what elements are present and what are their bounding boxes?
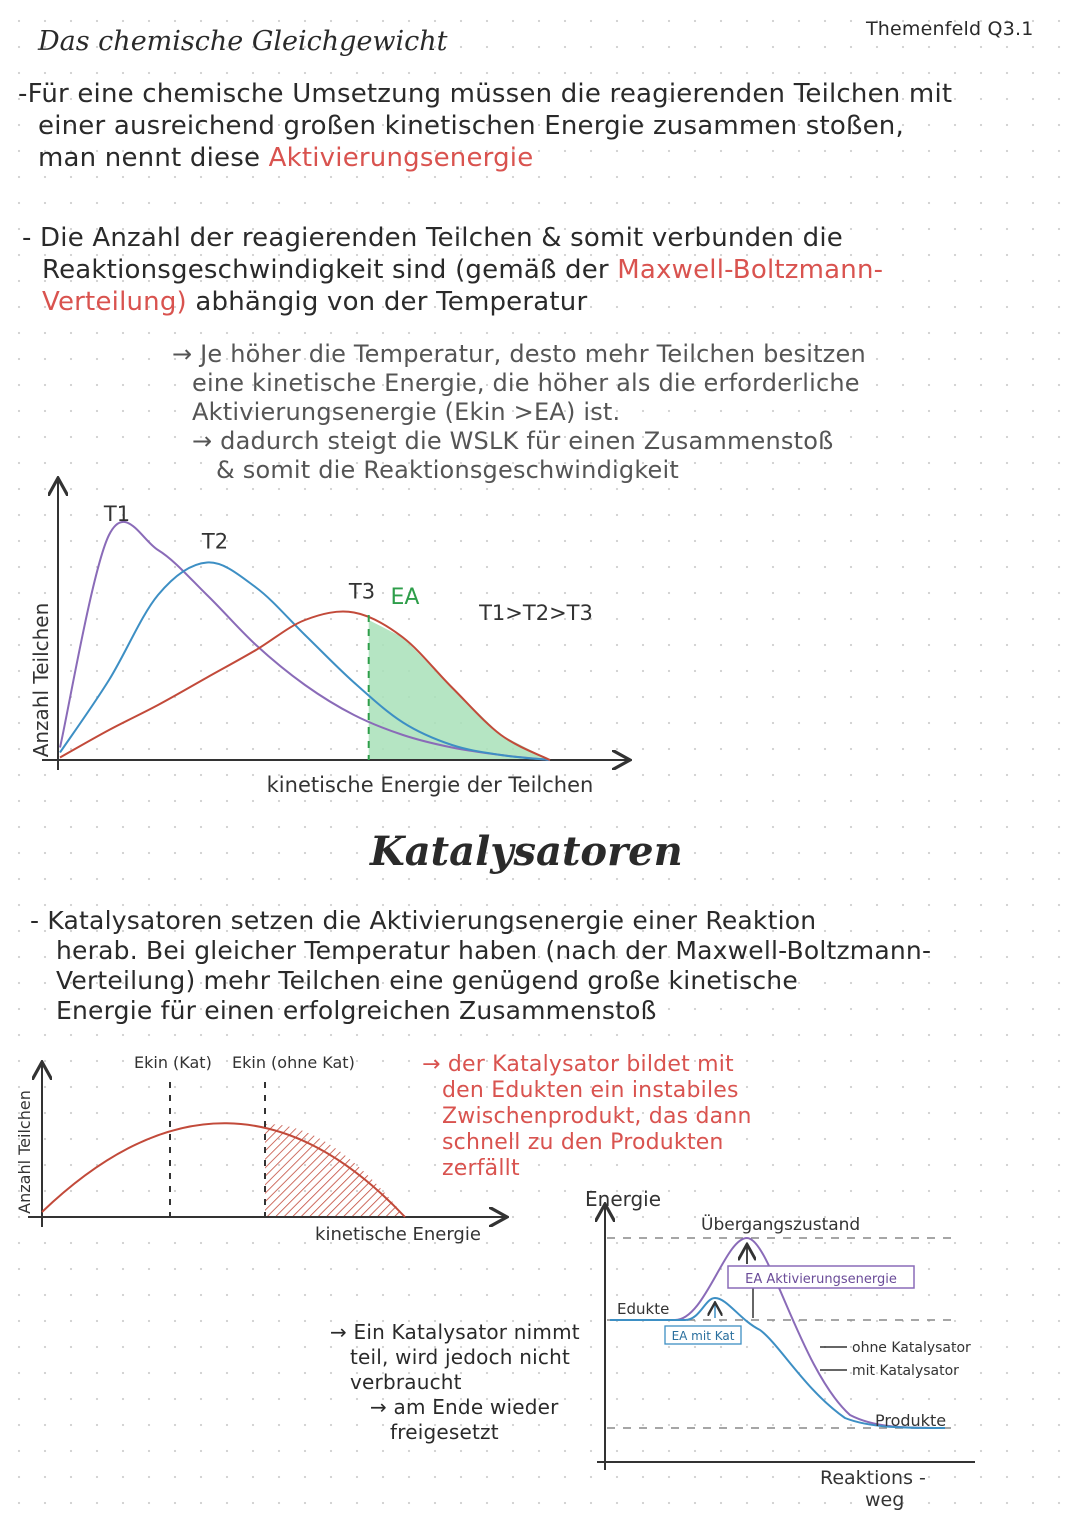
section-catalysts: [30, 906, 931, 1026]
ea-area-shape: [369, 620, 550, 760]
text-line: → Je höher die Temperatur, desto mehr Teilchen besitzen: [172, 340, 866, 368]
text-line: → der Katalysator bildet mit: [422, 1052, 734, 1077]
text-line: - Die Anzahl der reagierenden Teilchen & somit verbunden die: [22, 223, 843, 253]
text-line: → Ein Katalysator nimmt: [330, 1320, 580, 1344]
produkte-label: Produkte: [875, 1411, 947, 1430]
ekin-ohne-label: Ekin (ohne Kat): [232, 1053, 355, 1072]
highlight-term: Aktivierungsenergie: [268, 143, 534, 173]
text-line: man nennt diese: [38, 143, 269, 173]
note-intermediate: [422, 1052, 752, 1182]
note-catalyst-role: [330, 1320, 580, 1445]
text-line: schnell zu den Produkten: [442, 1130, 724, 1155]
legend-mit-label: mit Katalysator: [852, 1363, 959, 1379]
section-activation-energy: [18, 78, 952, 174]
text-line: einer ausreichend großen kinetischen Energie zusammen stoßen,: [38, 111, 904, 141]
text-line: Reaktionsgeschwindigkeit sind (gemäß der: [42, 255, 618, 285]
text-line: -Für eine chemische Umsetzung müssen die reagierenden Teilchen mit: [18, 79, 953, 109]
x-axis-label: kinetische Energie der Teilchen: [266, 773, 594, 797]
series-label: T2: [201, 529, 229, 554]
section-temperature: [22, 222, 883, 318]
text-line: Aktivierungsenergie (Ekin >EA) ist.: [192, 398, 621, 426]
ea-box-label: EA Aktivierungsenergie: [745, 1272, 897, 1287]
series-label: T3: [348, 579, 376, 604]
y-axis-label: Energie: [585, 1187, 662, 1211]
y-axis-label: Anzahl Teilchen: [15, 1090, 34, 1214]
text-line: eine kinetische Energie, die höher als die erforderliche: [192, 369, 860, 397]
y-axis-label: Anzahl Teilchen: [29, 602, 53, 758]
text-line: Verteilung) mehr Teilchen eine genügend große kinetische: [56, 966, 798, 995]
section-heading: Katalysatoren: [370, 828, 683, 875]
text-line: Energie für einen erfolgreichen Zusammenstoß: [56, 996, 657, 1025]
energy-diagram: [575, 1180, 1065, 1520]
series-label: T1: [103, 502, 131, 526]
text-line: zerfällt: [442, 1156, 520, 1181]
page-title: Das chemische Gleichgewicht: [38, 26, 448, 57]
text-line: den Edukten ein instabiles: [442, 1078, 739, 1103]
transition-label: Übergangszustand: [701, 1215, 861, 1235]
text-line: herab. Bei gleicher Temperatur haben (nach der Maxwell-Boltzmann-: [56, 936, 932, 965]
note-temperature: [172, 340, 866, 485]
edukte-label: Edukte: [617, 1300, 670, 1318]
x-axis-label: kinetische Energie: [315, 1224, 481, 1245]
text-line: → dadurch steigt die WSLK für einen Zusammenstoß: [192, 427, 834, 455]
text-line: & somit die Reaktionsgeschwindigkeit: [216, 456, 680, 484]
text-line: - Katalysatoren setzen die Aktivierungsenergie einer Reaktion: [30, 906, 817, 935]
text-line: freigesetzt: [390, 1420, 499, 1444]
text-line: Zwischenprodukt, das dann: [442, 1104, 752, 1129]
temperature-relation: T1>T2>T3: [479, 601, 593, 625]
x-axis-label: Reaktions -: [820, 1467, 926, 1489]
highlight-term: Maxwell-Boltzmann-: [617, 255, 884, 285]
text-line: verbraucht: [350, 1370, 462, 1394]
ea-label: EA: [390, 585, 420, 610]
topic-label: Themenfeld Q3.1: [866, 18, 1034, 40]
ea-shaded-area: [369, 620, 550, 760]
hatched-area: [265, 1124, 405, 1217]
legend-ohne-label: ohne Katalysator: [852, 1340, 971, 1356]
ekin-kat-label: Ekin (Kat): [134, 1053, 212, 1072]
text-line: → am Ende wieder: [370, 1395, 559, 1419]
ea-kat-label: EA mit Kat: [671, 1329, 735, 1343]
maxwell-boltzmann-chart: [0, 470, 700, 810]
highlight-term: Verteilung): [42, 287, 187, 317]
text-line: abhängig von der Temperatur: [186, 287, 588, 317]
text-line: teil, wird jedoch nicht: [350, 1345, 570, 1369]
x-axis-label-2: weg: [865, 1489, 905, 1511]
